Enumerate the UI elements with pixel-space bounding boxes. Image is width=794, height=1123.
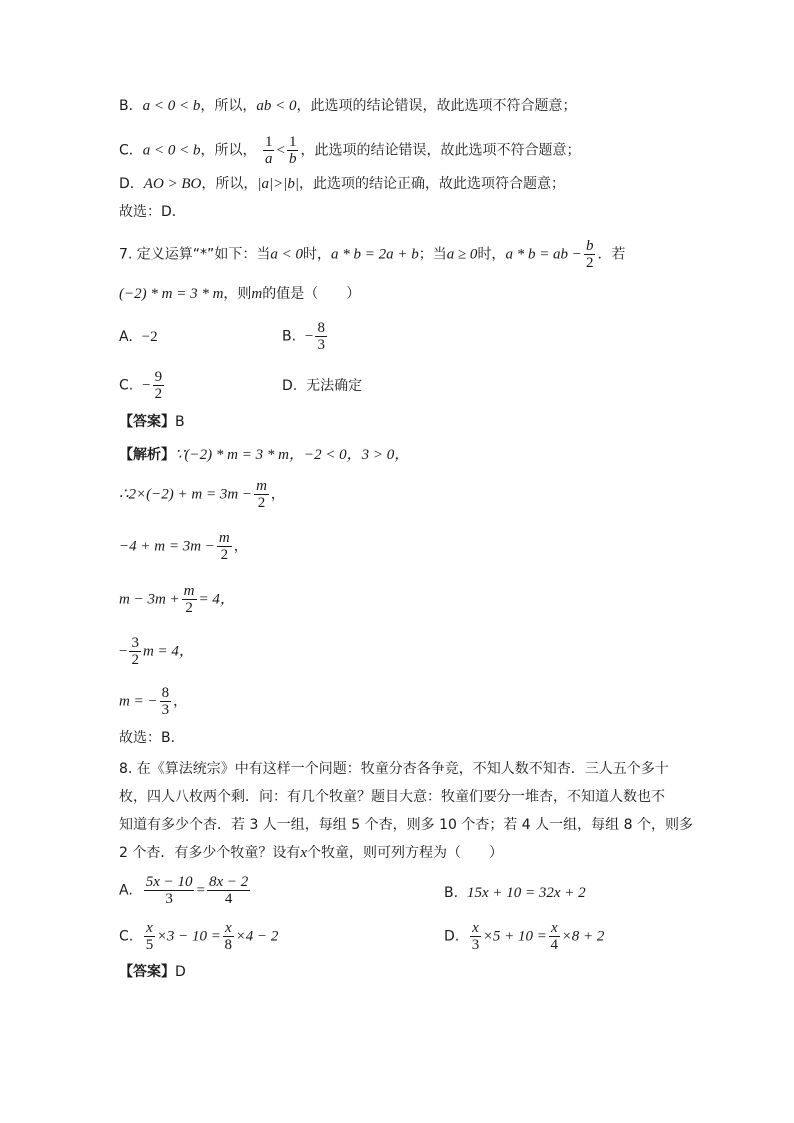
q8-stem-line3: 知道有多少个杏．若 3 人一组，每组 5 个杏，则多 10 个杏；若 4 人一组，每组 8 个，则多 bbox=[119, 817, 693, 833]
fraction: $\frac{8}{3}$ bbox=[161, 685, 170, 718]
q7-option-d: D. 无法确定 bbox=[282, 378, 363, 394]
q7-stem-line2: (−2) * m = 3 * m，则m的值是（ ） bbox=[119, 286, 361, 302]
q8-option-c: C. $\frac{x}{5}$ ×3 − 10 = $\frac{x}{8}$ ×4 − 2 bbox=[119, 920, 279, 953]
fraction: $\frac{b}{2}$ bbox=[585, 238, 594, 271]
q7-analysis-line4: m − 3m + $\frac{m}{2}$ = 4， bbox=[119, 583, 235, 616]
q8-answer: 【答案】D bbox=[119, 964, 186, 980]
fraction: $\frac{x}{4}$ bbox=[550, 920, 559, 953]
choose-prev: 故选：D． bbox=[119, 204, 186, 220]
q7-option-c: C. − $\frac{9}{2}$ bbox=[119, 369, 163, 402]
fraction: $\frac{9}{2}$ bbox=[154, 369, 163, 402]
q8-option-d: D. $\frac{x}{3}$ ×5 + 10 = $\frac{x}{4}$ ×8 + 2 bbox=[444, 920, 605, 953]
fraction: $\frac{5x - 10}{3}$ bbox=[145, 874, 193, 907]
q7-choose: 故选：B． bbox=[119, 730, 185, 746]
fraction: $\frac{m}{2}$ bbox=[256, 478, 267, 511]
fraction: $\frac{x}{8}$ bbox=[224, 920, 233, 953]
option-d-prev: D．AO > BO，所以，|a|>|b|，此选项的结论正确，故此选项符合题意； bbox=[119, 176, 566, 192]
fraction: $\frac{1}{a}$ bbox=[264, 134, 273, 167]
fraction: $\frac{m}{2}$ bbox=[218, 530, 230, 563]
q8-stem-line4: 2 个杏．有多少个牧童？设有x个牧童，则可列方程为（ ） bbox=[119, 845, 504, 861]
fraction: $\frac{8x - 2}{4}$ bbox=[208, 874, 249, 907]
q7-analysis-line3: −4 + m = 3m − $\frac{m}{2}$ ， bbox=[119, 530, 248, 563]
q7-answer: 【答案】B bbox=[119, 414, 185, 430]
q7-analysis-line1: 【解析】∵(−2) * m = 3 * m，−2 < 0，3 > 0， bbox=[119, 447, 410, 463]
q8-stem-line1: 8. 在《算法统宗》中有这样一个问题：牧童分杏各争竞，不知人数不知杏．三人五个多十 bbox=[119, 761, 669, 777]
option-c-prev: C．a < 0 < b，所以， $\frac{1}{a}$ < $\frac{1}{b}$ ，此选项的结论错误，故此选项不符合题意； bbox=[119, 134, 581, 167]
q8-option-b: B. 15x + 10 = 32x + 2 bbox=[444, 885, 586, 901]
fraction: $\frac{m}{2}$ bbox=[183, 583, 195, 616]
q7-analysis-line6: m = − $\frac{8}{3}$ ， bbox=[119, 685, 188, 718]
fraction: $\frac{x}{5}$ bbox=[145, 920, 154, 953]
fraction: $\frac{1}{b}$ bbox=[288, 134, 297, 167]
q7-option-b: B. − $\frac{8}{3}$ bbox=[282, 320, 325, 353]
q7-option-a: A. −2 bbox=[119, 329, 158, 345]
q7-stem-line1: 7. 定义运算“*”如下：当a < 0时，a * b = 2a + b；当a ≥ 0时，a * b = ab − $\frac{b}{2}$ ．若 bbox=[119, 238, 626, 271]
fraction: $\frac{8}{3}$ bbox=[317, 320, 325, 353]
q8-option-a: A. $\frac{5x - 10}{3}$ = $\frac{8x - 2}{4}$ bbox=[119, 874, 249, 907]
fraction: $\frac{3}{2}$ bbox=[131, 635, 139, 668]
fraction: $\frac{x}{3}$ bbox=[471, 920, 480, 953]
option-b-prev: B．a < 0 < b，所以，ab < 0，此选项的结论错误，故此选项不符合题意； bbox=[119, 98, 577, 114]
q8-stem-line2: 枚，四人八枚两个剩．问：有几个牧童？题目大意：牧童们要分一堆杏，不知道人数也不 bbox=[119, 789, 665, 805]
q7-analysis-line5: − $\frac{3}{2}$ m = 4， bbox=[119, 635, 194, 668]
q7-analysis-line2: ∴2×(−2) + m = 3m − $\frac{m}{2}$ ， bbox=[119, 478, 285, 511]
